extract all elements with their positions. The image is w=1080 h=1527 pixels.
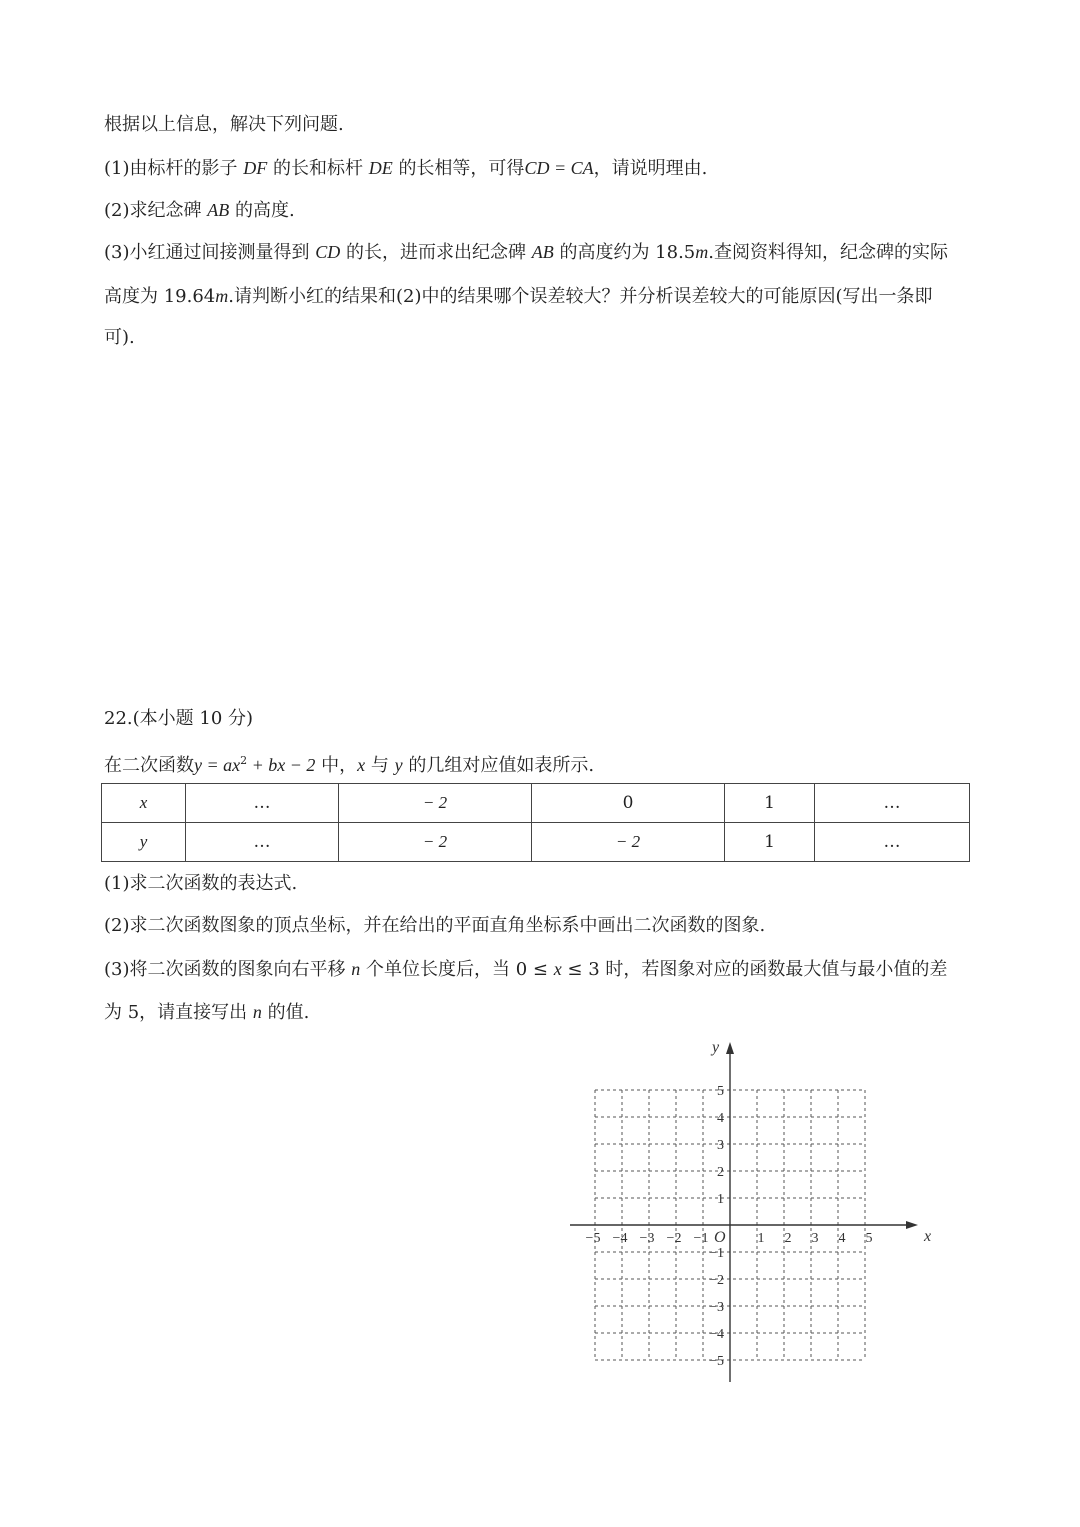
- origin-label: O: [714, 1229, 726, 1246]
- q1-text-d: ，请说明理由.: [593, 158, 708, 179]
- x-axis-arrow: [906, 1221, 918, 1229]
- q1-text-b: 的长和标杆: [272, 158, 363, 179]
- q1-text-c: 的长相等，可得: [398, 158, 525, 179]
- part-3-line-1: [104, 957, 947, 982]
- q3-text-a: (3)小红通过间接测量得到: [104, 242, 310, 263]
- table-cell: − 2: [532, 823, 725, 862]
- p3-var-n: n: [351, 959, 361, 979]
- q1-var-df: DF: [243, 158, 268, 178]
- x-tick-label: −5: [585, 1231, 601, 1246]
- y-tick-label: 2: [717, 1165, 724, 1180]
- p3-line2-a: 为 5，请直接写出: [104, 1002, 248, 1023]
- q3-unit-m: m: [695, 242, 709, 262]
- table-cell: 0: [532, 784, 725, 823]
- intro-text: 根据以上信息，解决下列问题.: [104, 114, 344, 135]
- x-tick-label: 1: [757, 1231, 765, 1246]
- part-3-line-2: [104, 1000, 309, 1025]
- x-tick-label: −3: [639, 1231, 655, 1246]
- problem-22-stem: [104, 749, 594, 778]
- q2-text-b: 的高度.: [234, 200, 295, 221]
- table-cell: x: [102, 784, 186, 823]
- q3-line2-unit: m: [215, 286, 229, 306]
- q3-line2-a: 高度为 19.64: [104, 286, 216, 307]
- tick-labels: [586, 1084, 873, 1369]
- y-axis-label: y: [712, 1039, 720, 1056]
- q3-var-ab: AB: [531, 242, 554, 262]
- y-tick-label: 3: [717, 1138, 724, 1153]
- x-tick-label: 3: [811, 1231, 819, 1246]
- stem-eq-a: y = ax: [194, 755, 241, 775]
- table-cell: 1: [725, 784, 815, 823]
- stem-text-b: 中，: [321, 755, 358, 776]
- q1-var-de: DE: [368, 158, 393, 178]
- question-3-line-3: 可).: [104, 327, 135, 348]
- y-tick-label: −2: [709, 1273, 724, 1288]
- table-cell: − 2: [339, 784, 532, 823]
- y-tick-label: −1: [709, 1246, 724, 1261]
- y-tick-label: 5: [717, 1084, 724, 1099]
- table-cell: …: [815, 823, 970, 862]
- q3-line2-b: .请判断小红的结果和(2)中的结果哪个误差较大？并分析误差较大的可能原因(写出一条即: [228, 286, 933, 307]
- value-table: [101, 783, 970, 862]
- y-tick-label: −5: [709, 1354, 724, 1369]
- q1-text-a: (1)由标杆的影子: [104, 158, 238, 179]
- question-3-line-1: [104, 240, 948, 265]
- stem-var-x: x: [357, 755, 366, 775]
- table-row-x: [102, 784, 970, 823]
- p3-text-a: (3)将二次函数的图象向右平移: [104, 959, 346, 980]
- question-3-line-2: [104, 284, 933, 309]
- x-tick-label: −2: [666, 1231, 682, 1246]
- question-1: [104, 156, 707, 181]
- part-1: (1)求二次函数的表达式.: [104, 873, 298, 894]
- x-axis-label: x: [924, 1228, 932, 1245]
- y-tick-label: 4: [717, 1111, 724, 1126]
- y-axis-arrow: [726, 1042, 734, 1054]
- stem-eq-b: + bx − 2: [247, 755, 316, 775]
- stem-text-a: 在二次函数: [104, 755, 194, 776]
- p3-line2-b: 的值.: [267, 1002, 310, 1023]
- x-tick-label: −4: [612, 1231, 628, 1246]
- x-tick-label: 4: [838, 1231, 846, 1246]
- q1-equation: CD = CA: [524, 158, 594, 178]
- stem-var-y: y: [394, 755, 403, 775]
- p3-var-x: x: [553, 959, 562, 979]
- x-tick-label: −1: [693, 1231, 709, 1246]
- x-tick-label: 5: [865, 1231, 873, 1246]
- part-2: (2)求二次函数图象的顶点坐标，并在给出的平面直角坐标系中画出二次函数的图象.: [104, 915, 766, 936]
- table-cell: y: [102, 823, 186, 862]
- q3-text-b: 的长，进而求出纪念碑: [345, 242, 526, 263]
- table-cell: − 2: [339, 823, 532, 862]
- problem-22-header: 22.(本小题 10 分): [104, 708, 254, 729]
- stem-text-c: 与: [370, 755, 389, 776]
- x-tick-label: 2: [784, 1231, 792, 1246]
- p3-text-b: 个单位长度后，当 0 ≤: [365, 959, 548, 980]
- question-2: [104, 198, 295, 223]
- coordinate-grid: [560, 1039, 932, 1390]
- table-cell: 1: [725, 823, 815, 862]
- table-cell: …: [186, 823, 339, 862]
- y-tick-label: −4: [709, 1327, 724, 1342]
- q2-text-a: (2)求纪念碑: [104, 200, 202, 221]
- y-tick-label: −3: [709, 1300, 724, 1315]
- p3-line2-var-n: n: [252, 1002, 262, 1022]
- y-tick-label: 1: [717, 1192, 724, 1207]
- table-cell: …: [186, 784, 339, 823]
- q3-text-c: 的高度约为 18.5: [559, 242, 696, 263]
- table-cell: …: [815, 784, 970, 823]
- table-row-y: [102, 823, 970, 862]
- stem-text-d: 的几组对应值如表所示.: [408, 755, 595, 776]
- p3-text-c: ≤ 3 时，若图象对应的函数最大值与最小值的差: [567, 959, 948, 980]
- q3-var-cd: CD: [315, 242, 341, 262]
- q2-var-ab: AB: [207, 200, 230, 220]
- q3-text-d: .查阅资料得知，纪念碑的实际: [708, 242, 948, 263]
- stem-exponent: 2: [240, 754, 248, 767]
